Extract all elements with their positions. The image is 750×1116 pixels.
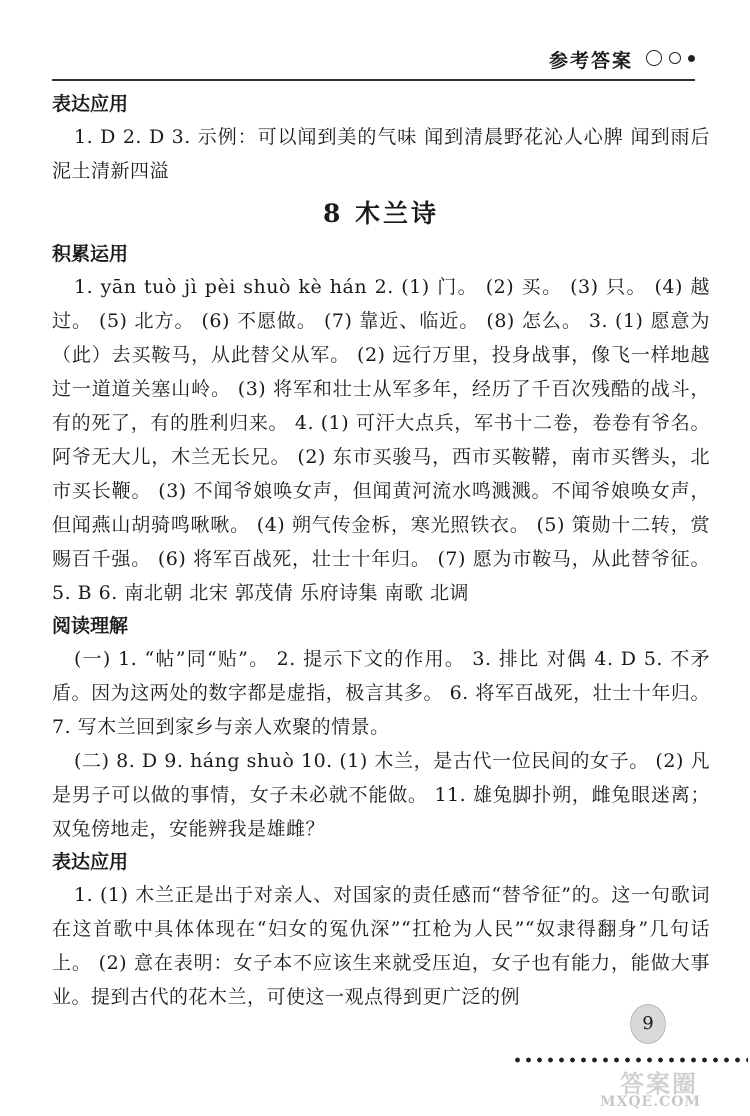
section-heading: 表达应用 [52,93,129,115]
section-heading: 积累运用 [52,243,129,265]
answer-paragraph: (一) 1. “帖”同“贴”。 2. 提示下文的作用。 3. 排比 对偶 4. D 5. 不矛盾。因为这两处的数字都是虚指，极言其多。 6. 将军百战死，壮士十年归。 7. 写木兰回到家乡与亲人欢聚的情景。 [52,648,710,738]
section-heading: 阅读理解 [52,615,129,637]
page-header [52,40,695,80]
answer-content [52,88,710,1014]
answer-paragraph: 1. D 2. D 3. 示例：可以闻到美的气味 闻到清晨野花沁人心脾 闻到雨后泥土清新四溢 [52,126,710,182]
answer-paragraph: (二) 8. D 9. háng shuò 10. (1) 木兰，是古代一位民间的女子。 (2) 凡是男子可以做的事情，女子未必就不能做。 11. 雄兔脚扑朔，雌兔眼迷离；双兔傍地走，安能辨我是雄雌？ [52,750,710,840]
header-rule [52,79,695,81]
circle-icon [669,52,681,64]
circle-icon [646,50,662,66]
watermark-logo: 答案圈 [620,1069,698,1098]
header-title: 参考答案 [548,50,633,72]
watermark-url: MXQE.COM [600,1094,701,1110]
header-decoration [646,50,695,66]
page-number: 9 [630,1004,666,1044]
dot-icon [688,55,695,62]
section-heading: 表达应用 [52,851,129,873]
footer-dots [512,1056,748,1064]
answer-paragraph: 1. yān tuò jì pèi shuò kè hán 2. (1) 门。 (2) 买。 (3) 只。 (4) 越过。 (5) 北方。 (6) 不愿做。 (7) 靠近、临近。 (8) 怎么。 3. (1) 愿意为（此）去买鞍马，从此替父从军。 (2) 远行万里，投身战事，像飞一样地越过一道道关塞山岭。 (3) 将军和壮士从军多年，经历了千百次残酷的战斗，有的死了，有的胜利归来。 4. (1) 可汗大点兵，军书十二卷，卷卷有爷名。阿爷无大儿，木兰无长兄。 (2) 东市买骏马，西市买鞍鞯，南市买辔头，北市买长鞭。 (3) 不闻爷娘唤女声，但闻黄河流水鸣溅溅。不闻爷娘唤女声，但闻燕山胡骑鸣啾啾。 (4) 朔气传金柝，寒光照铁衣。 (5) 策勋十二转，赏赐百千强。 (6) 将军百战死，壮士十年归。 (7) 愿为市鞍马，从此替爷征。 5. B 6. 南北朝 北宋 郭茂倩 乐府诗集 南歌 北调 [52,276,710,604]
lesson-title: 8 木兰诗 [322,199,440,228]
answer-paragraph: 1. (1) 木兰正是出于对亲人、对国家的责任感而“替爷征”的。这一句歌词在这首歌中具体体现在“妇女的冤仇深”“扛枪为人民”“奴隶得翻身”几句话上。 (2) 意在表明：女子本不应该生来就受压迫，女子也有能力，能做大事业。提到古代的花木兰，可使这一观点得到更广泛的例 [52,884,710,1008]
